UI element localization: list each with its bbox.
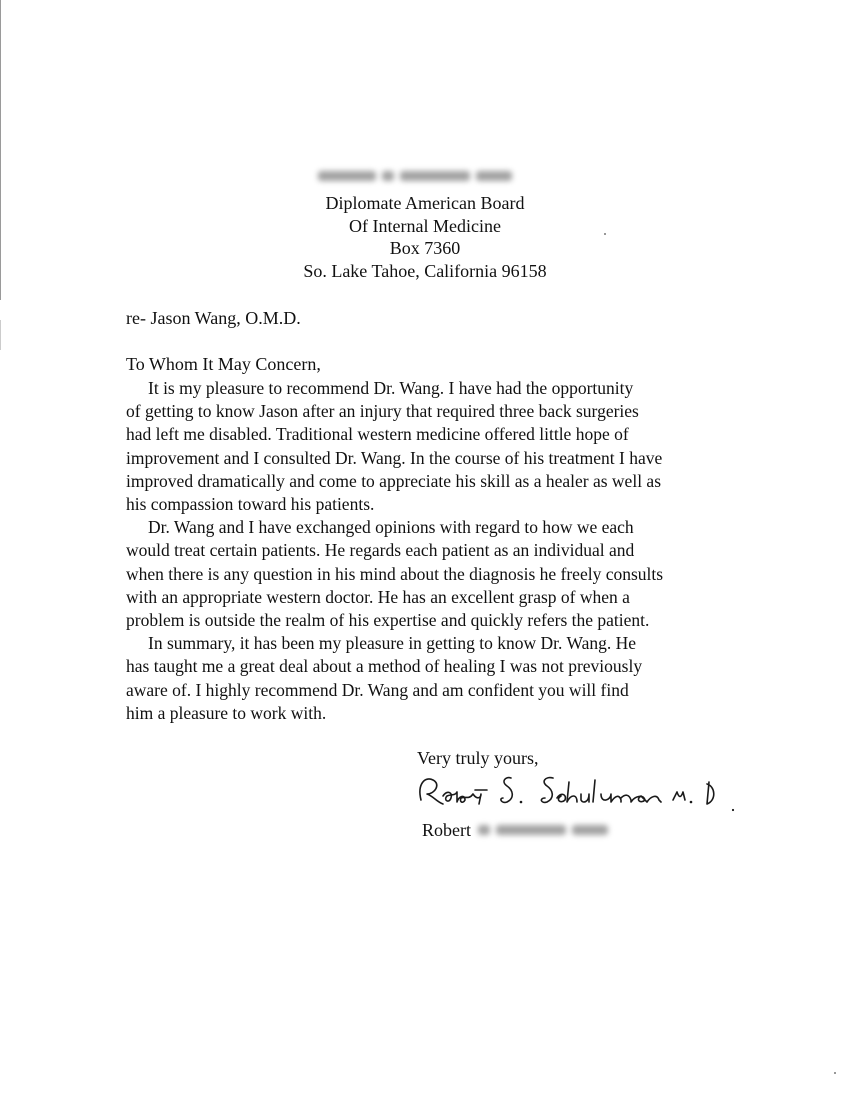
body-line: when there is any question in his mind about the diagnosis he freely consults bbox=[126, 563, 664, 584]
redacted-sender-name bbox=[318, 168, 533, 184]
scan-edge-mark bbox=[0, 0, 1, 300]
reference-line: re- Jason Wang, O.M.D. bbox=[126, 308, 301, 328]
body-line: had left me disabled. Traditional western medicine offered little hope of bbox=[126, 424, 629, 445]
body-line: It is my pleasure to recommend Dr. Wang. I have had the opportunity bbox=[148, 378, 634, 398]
scan-edge-mark bbox=[0, 320, 1, 350]
paragraph bbox=[126, 632, 736, 725]
body-line: improvement and I consulted Dr. Wang. In the course of his treatment I have bbox=[126, 447, 663, 468]
body-line: has taught me a great deal about a method of healing I was not previously bbox=[126, 656, 643, 677]
paragraph bbox=[126, 377, 736, 516]
body-line: aware of. I highly recommend Dr. Wang and am confident you will find bbox=[126, 679, 629, 700]
letterhead-line: So. Lake Tahoe, California 96158 bbox=[303, 260, 547, 281]
body-line: his compassion toward his patients. bbox=[126, 494, 375, 515]
signer-first-name: Robert bbox=[422, 820, 471, 840]
handwritten-signature bbox=[415, 770, 745, 818]
letterhead bbox=[200, 192, 650, 282]
paragraph bbox=[126, 516, 736, 632]
body-line: with an appropriate western doctor. He has an excellent grasp of when a bbox=[126, 586, 630, 607]
letterhead-line: Diplomate American Board bbox=[325, 193, 525, 213]
body-line: improved dramatically and come to appreciate his skill as a healer as well as bbox=[126, 470, 662, 491]
redacted-signer-surname bbox=[478, 822, 638, 838]
body-line: him a pleasure to work with. bbox=[126, 702, 327, 723]
letterhead-line: Of Internal Medicine bbox=[349, 215, 501, 236]
salutation: To Whom It May Concern, bbox=[126, 354, 321, 374]
body-line: Dr. Wang and I have exchanged opinions with regard to how we each bbox=[148, 517, 634, 538]
letter-body bbox=[126, 377, 736, 725]
letterhead-line: Box 7360 bbox=[389, 238, 461, 258]
closing: Very truly yours, bbox=[417, 748, 539, 768]
body-line: would treat certain patients. He regards each patient as an individual and bbox=[126, 540, 635, 561]
signer-name bbox=[422, 820, 471, 841]
scan-speck bbox=[834, 1072, 836, 1074]
body-line: problem is outside the realm of his expertise and quickly refers the patient. bbox=[126, 610, 650, 631]
body-line: In summary, it has been my pleasure in getting to know Dr. Wang. He bbox=[148, 633, 637, 654]
scan-speck bbox=[604, 233, 606, 235]
body-line: of getting to know Jason after an injury that required three back surgeries bbox=[126, 401, 639, 422]
